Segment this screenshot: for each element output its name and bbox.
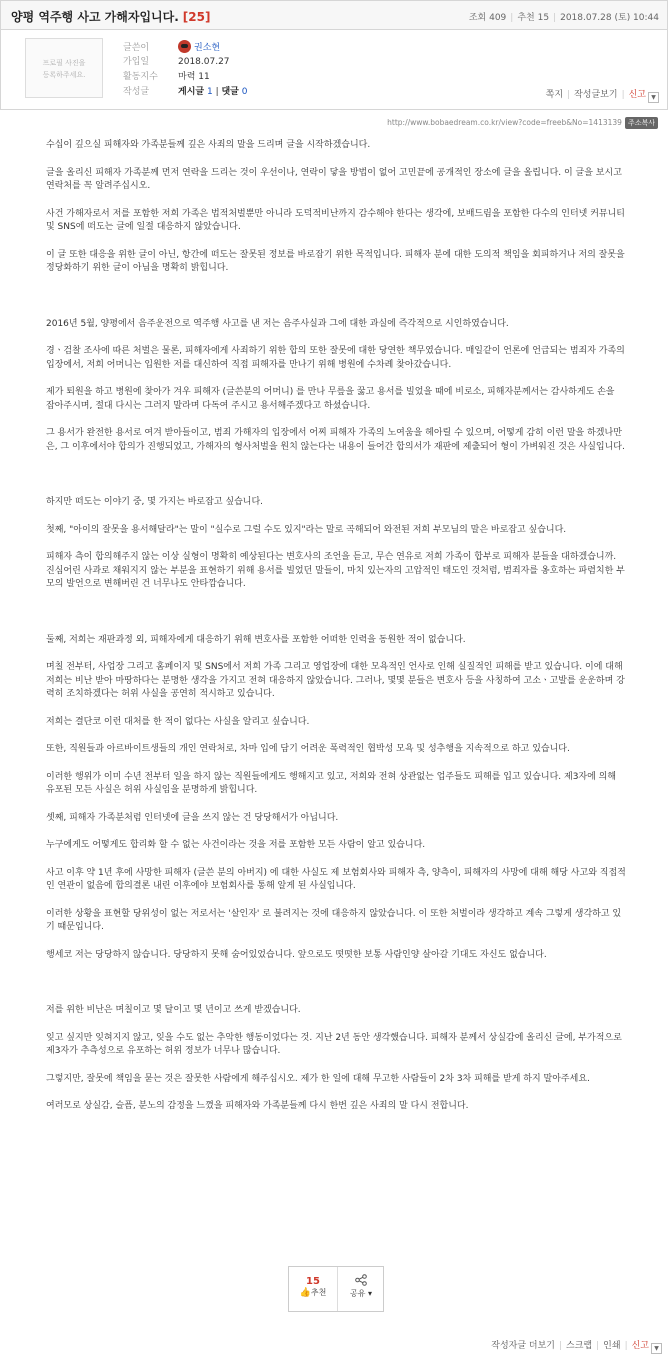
paragraph: 사건 가해자로서 저를 포함한 저희 가족은 법적처벌뿐만 아니라 도덕적비난까지 감수해야 한다는 생각에, 보배드림을 포함한 다수의 인터넷 커뮤니티 및 SNS에 떠도는 글에 일절 대응하지 않았습니다. [46, 208, 625, 232]
more-posts-link[interactable]: 작성자글 더보기 [491, 1341, 555, 1351]
copy-url-button[interactable]: 주소복사 [625, 117, 658, 129]
paragraph: 누구에게도 어떻게도 합리화 할 수 없는 사건이라는 것을 저를 포함한 모든 사람이 알고 있습니다. [46, 840, 426, 850]
post-body [46, 139, 626, 1114]
author-avatar-icon [178, 40, 191, 53]
paragraph: 셋째, 피해자 가족분처럼 인터넷에 글을 쓰지 않는 건 당당해서가 아닙니다. [46, 812, 339, 823]
paragraph: 경ㆍ검찰 조사에 따른 처벌은 물론, 피해자에게 사죄하기 위한 합의 또한 잘못에 대한 당연한 책무였습니다. 매일같이 언론에 언급되는 범죄자 가족의 입장에서, 저희 어머니는 입원한 저를 대신하여 직접 피해자를 만나기 위해 병원에 수차례 찾아갔습니다. [46, 346, 625, 370]
comments-text: 댓글 [221, 87, 239, 97]
view-posts-button[interactable]: 작성글보기 [574, 90, 618, 100]
photo-placeholder-line2: 등록하주세요. [42, 71, 86, 79]
paragraph: 이러한 행위가 이미 수년 전부터 일을 하지 않는 직원들에게도 행해지고 있고, 저희와 전혀 상관없는 업주들도 피해를 입고 있습니다. 제3자에 의해 유포된 모든 사실은 허위 사실임을 분명하게 밝힙니다. [46, 771, 617, 795]
thumbs-up-icon: 👍 [299, 1288, 311, 1298]
paragraph: 여러모로 상실감, 슬픔, 분노의 감정을 느꼈을 피해자와 가족분들께 다시 한번 깊은 사죄의 말 다시 전합니다. [46, 1101, 469, 1111]
paragraph: 저를 위한 비난은 며칠이고 몇 달이고 몇 년이고 쓰게 받겠습니다. [46, 1005, 301, 1015]
bottom-actions: 작성자글 더보기 | 스크랩 | 인쇄 | 신고 ▼ [491, 1338, 662, 1354]
share-icon [355, 1274, 367, 1286]
post-meta: 조회 409 | 추천 15 | 2018.07.28 (토) 10:44 [468, 13, 659, 23]
joined-value: 2018.07.27 [178, 57, 230, 67]
caret-down-icon: ▾ [368, 1289, 373, 1298]
posts-text: 게시글 [178, 87, 205, 97]
recommend-count: 추천 15 [517, 13, 550, 23]
paragraph: 제가 퇴원을 하고 병원에 찾아가 겨우 피해자 (글쓴분의 어머니) 를 만나 무릎을 꿇고 용서를 빌었을 때에 비로소, 피해자분께서는 감사하게도 손을 잡아주시며, 절대 다시는 그러지 말라며 다독여 주시고 용서해주겠다고 하셨습니다. [46, 387, 615, 411]
paragraph: 또한, 직원들과 아르바이트생들의 개인 연락처로, 차마 입에 담기 어려운 폭력적인 협박성 모욕 및 성추행을 지속적으로 하고 있습니다. [46, 744, 570, 754]
post-datetime: 2018.07.28 (토) 10:44 [560, 13, 659, 23]
comments-count-link[interactable]: 0 [241, 87, 248, 97]
author-info: 글쓴이 권소현 가입일 2018.07.27 활동지수 마력 11 작성글 게시글 1 | 댓글 0 [123, 40, 247, 100]
posts-label: 작성글 [123, 87, 150, 97]
paragraph: 이 글 또한 대응을 위한 글이 아닌, 항간에 떠도는 잘못된 정보를 바로잡기 위한 목적입니다. 피해자 분에 대한 도의적 책임을 회피하거나 저의 잘못을 정당화하기 위한 글이 아님을 명확히 밝힙니다. [46, 249, 625, 273]
posts-count-link[interactable]: 1 [206, 87, 213, 97]
chevron-down-icon[interactable]: ▼ [651, 1343, 662, 1354]
paragraph: 하지만 떠도는 이야기 중, 몇 가지는 바로잡고 싶습니다. [46, 497, 264, 507]
profile-actions: 쪽지 | 작성글보기 | 신고 ▼ [546, 87, 659, 103]
reaction-buttons [288, 1266, 384, 1312]
paragraph: 이러한 상황을 표현할 당위성이 없는 저로서는 '살인자' 로 불려지는 것에 대응하지 않았습니다. 이 또한 처벌이라 생각하고 계속 그렇게 생각하고 있기 때문입니다. [46, 908, 622, 932]
paragraph: 사고 이후 약 1년 후에 사망한 피해자 (글쓴 분의 아버지) 에 대한 사실도 제 보험회사와 피해자 측, 양측이, 피해자의 사망에 대해 해당 사고와 직접적인 연관이 없음에 합의결론 내린 이후에야 보험회사를 통해 알게 된 사실입니다. [46, 867, 626, 891]
paragraph: 수십이 깊으실 피해자와 가족분들께 깊은 사죄의 말을 드리며 글을 시작하겠습니다. [46, 140, 371, 150]
print-button[interactable]: 인쇄 [603, 1341, 621, 1351]
post-header [0, 0, 668, 30]
recommend-button-count: 15 [306, 1276, 320, 1287]
author-profile [0, 30, 668, 110]
views-count: 조회 409 [468, 13, 507, 23]
paragraph: 행세코 저는 당당하지 않습니다. 당당하지 못해 숨어있었습니다. 앞으로도 떳떳한 보통 사람인양 살아갈 기대도 자신도 없습니다. [46, 949, 547, 960]
profile-photo-placeholder [25, 38, 103, 98]
paragraph: 첫째, "아이의 잘못을 용서해달라"는 말이 "실수로 그럴 수도 있지"라는 말로 곡해되어 와전된 저희 부모님의 말은 바로잡고 싶습니다. [46, 524, 567, 535]
paragraph: 2016년 5월, 양평에서 음주운전으로 역주행 사고를 낸 저는 음주사실과 그에 대한 과실에 즉각적으로 시인하였습니다. [46, 318, 509, 329]
joined-label: 가입일 [123, 57, 150, 67]
share-button-label: 공유 [349, 1289, 366, 1298]
post-title [11, 8, 210, 25]
share-button[interactable] [337, 1267, 385, 1311]
paragraph: 그렇지만, 잘못에 책임을 묻는 것은 잘못한 사람에게 해주십시오. 제가 한 일에 대해 무고한 사람들이 2차 3차 피해를 받게 하지 말아주세요. [46, 1073, 590, 1084]
paragraph: 글을 올리신 피해자 가족분께 먼저 연락을 드리는 것이 우선이나, 연락이 닿을 방법이 없어 고민끝에 공개적인 장소에 글을 올립니다. 이 글을 보시고 연락처를 꼭 알려주십시오. [46, 167, 622, 191]
recommend-button[interactable] [289, 1267, 338, 1311]
recommend-button-label: 추천 [310, 1288, 327, 1297]
chevron-down-icon[interactable]: ▼ [648, 92, 659, 103]
author-name[interactable]: 권소현 [194, 43, 221, 53]
writer-label: 글쓴이 [123, 43, 150, 53]
paragraph: 저희는 결단코 이런 대처를 한 적이 없다는 사실을 알리고 싶습니다. [46, 716, 310, 727]
comment-count[interactable]: [25] [182, 10, 211, 24]
scrap-button[interactable]: 스크랩 [566, 1341, 593, 1351]
paragraph: 잊고 싶지만 잊혀지지 않고, 잊을 수도 없는 추악한 행동이었다는 것. 지난 2년 동안 생각했습니다. 피해자 분께서 상실감에 올리신 글에, 부가적으로 제3자가 추측성으로 유포하는 허위 정보가 너무나 많습니다. [46, 1032, 622, 1056]
bottom-report-button[interactable]: 신고 [631, 1341, 649, 1351]
activity-label: 활동지수 [123, 72, 158, 82]
post-url-row [387, 117, 658, 129]
paragraph: 둘째, 저희는 재판과정 외, 피해자에게 대응하기 위해 변호사를 포함한 어떠한 인력을 동원한 적이 없습니다. [46, 634, 466, 645]
post-title-text: 양평 역주행 사고 가해자입니다. [11, 10, 179, 24]
photo-placeholder-line1: 프로필 사진을 [42, 59, 86, 67]
paragraph: 그 용서가 완전한 용서로 여겨 받아들이고, 범죄 가해자의 입장에서 어찌 피해자 가족의 노여움을 헤아릴 수 있으며, 어떻게 감히 이런 말을 하겠나만은, 그 이후에서야 합의가 진행되었고, 가해자의 형사처벌을 원치 않는다는 내용이 들어간 합의서가 재판에 제출되어 형이 가벼워진 것은 사실입니다. [46, 428, 625, 452]
post-url[interactable]: http://www.bobaedream.co.kr/view?code=freeb&No=1413139 [387, 118, 622, 127]
paragraph: 며칠 전부터, 사업장 그리고 홈페이지 및 SNS에서 저희 가족 그리고 영업장에 대한 모욕적인 언사로 인해 실질적인 피해를 받고 있습니다. 이에 대해 저희는 비난 받아 마땅하다는 분명한 생각을 가지고 전혀 대응하지 않았습니다. 그러나, 몇몇 분들은 변호사 등을 사칭하여 고소ㆍ고발를 운운하며 강력히 조치하겠다는 허위 사실을 공연히 적시하고 있습니다. [46, 662, 625, 699]
memo-button[interactable]: 쪽지 [545, 90, 564, 100]
report-button[interactable]: 신고 [628, 90, 646, 100]
activity-value: 마력 11 [178, 72, 210, 82]
paragraph: 피해자 측이 합의해주지 않는 이상 실형이 명확히 예상된다는 변호사의 조언을 듣고, 무슨 연유로 저희 가족이 합부로 피해자 분들을 대하겠습니까. 진심어린 사과로 채워지지 않는 부분을 표현하기 위해 용서를 빌었던 말들이, 마치 있는자의 고압적인 태도인 것처럼, 범죄자를 옹호하는 파렴치한 부모의 발언으로 변해버린 건 너무나도 안타깝습니다. [46, 552, 625, 589]
